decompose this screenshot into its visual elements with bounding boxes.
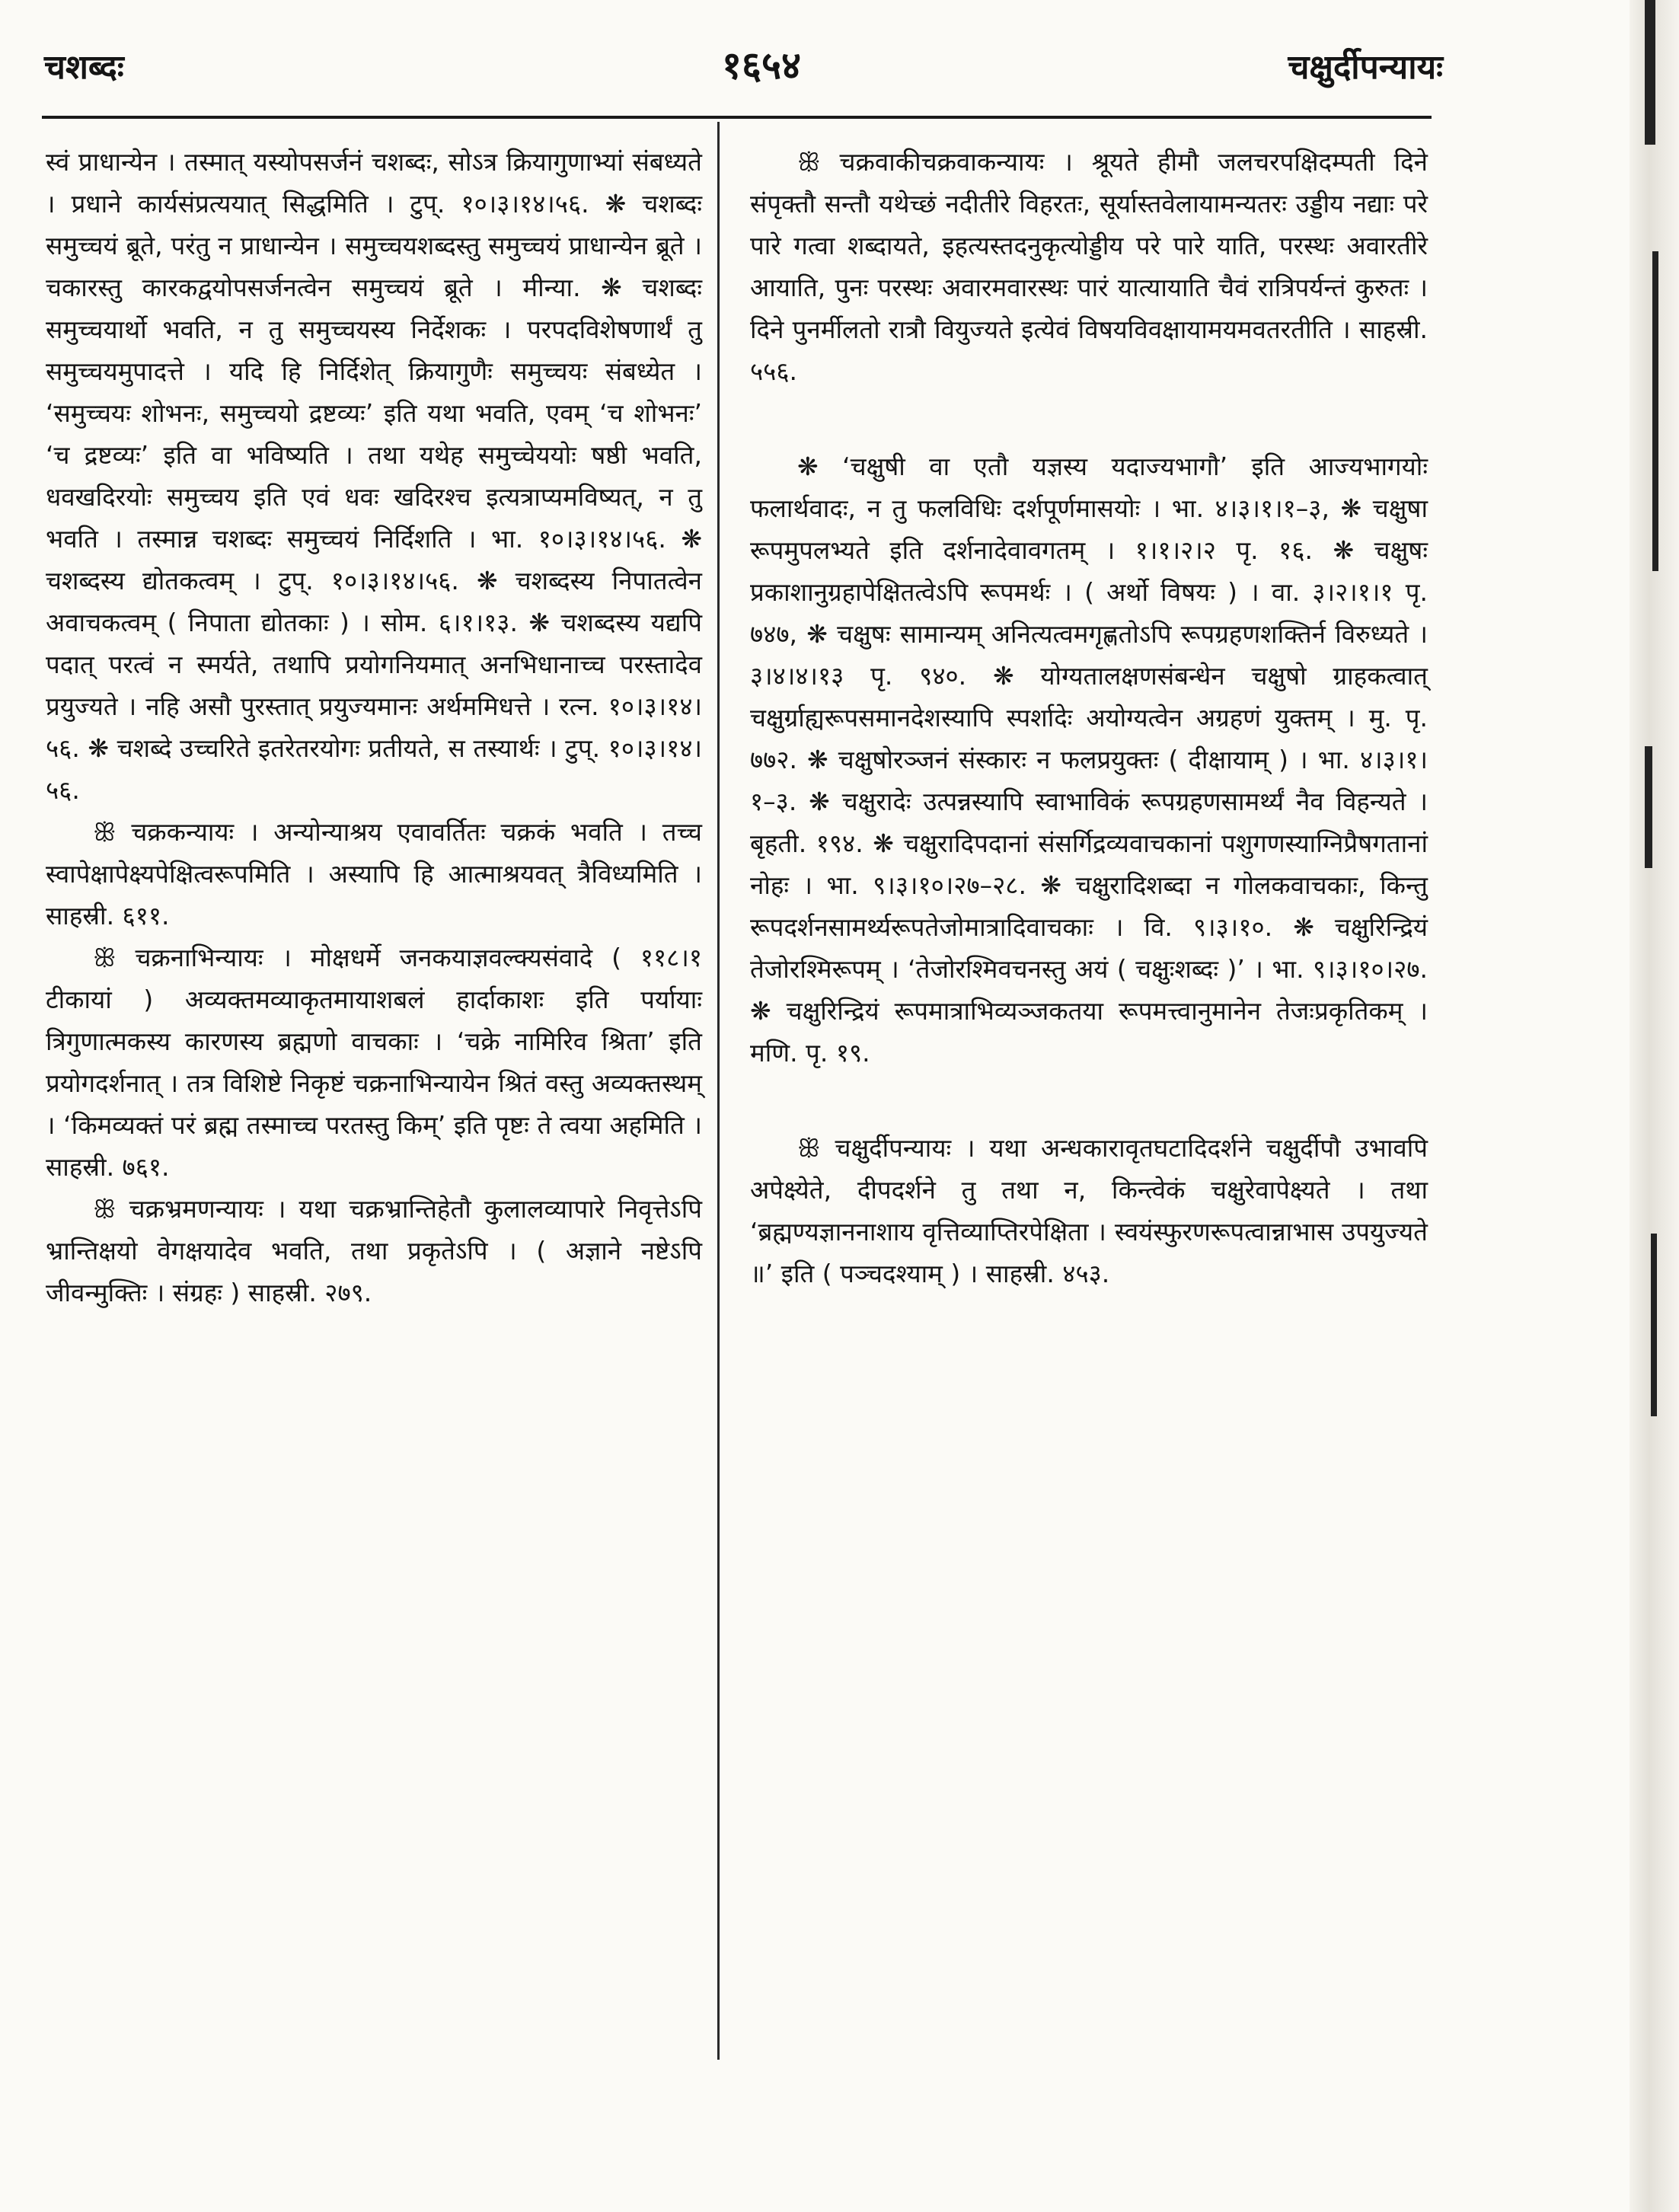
right-column: [750, 141, 1428, 1294]
scan-binding-mark: [1645, 0, 1655, 145]
spacer: [750, 1074, 1428, 1127]
page-header: [0, 0, 1679, 99]
page-number: १६५४: [722, 43, 801, 88]
running-head-right: चक्षुर्दीपन्यायः: [1288, 48, 1443, 87]
left-column: [46, 141, 702, 1313]
spacer: [750, 392, 1428, 445]
entry-chakrabhramana-nyaya: ꕥ चक्रभ्रमणन्यायः । यथा चक्रभ्रान्तिहेतौ कुलालव्यापारे निवृत्तेऽपि भ्रान्तिक्षयो वेगक्षयादेव भवति, तथा प्रकृतेऽपि । ( अज्ञाने नष्टेऽपि जीवन्मुक्तिः । संग्रहः ) साहस्री. २७९.: [46, 1194, 702, 1307]
column-divider: [717, 122, 720, 2060]
scan-binding-mark: [1652, 251, 1658, 571]
entry-chakranabhi-nyaya: ꕥ चक्रनाभिन्यायः । मोक्षधर्मे जनकयाज्ञवल्क्यसंवादे ( ११८।१ टीकायां ) अव्यक्तमव्याकृतमायाशबलं हार्दाकाशः इति पर्यायाः त्रिगुणात्मकस्य कारणस्य ब्रह्मणो वाचकाः । ‘चक्रे नामिरिव श्रिता’ इति प्रयोगदर्शनात् । तत्र विशिष्टे निकृष्टं चक्रनाभिन्यायेन श्रितं वस्तु अव्यक्तस्थम् । ‘किमव्यक्तं परं ब्रह्म तस्माच्च परतस्तु किम्’ इति पृष्टः ते त्वया अहमिति । साहस्री. ७६१.: [46, 943, 702, 1182]
running-head-left: चशब्दः: [44, 48, 124, 87]
entry-chashabda-continued: स्वं प्राधान्येन । तस्मात् यस्योपसर्जनं चशब्दः, सोऽत्र क्रियागुणाभ्यां संबध्यते । प्रधाने कार्यसंप्रत्ययात् सिद्धमिति । टुप्. १०।३।१४।५६. ❋ चशब्दः समुच्चयं ब्रूते, परंतु न प्राधान्येन । समुच्चयशब्दस्तु समुच्चयं प्राधान्येन ब्रूते । चकारस्तु कारकद्वयोपसर्जनत्वेन समुच्चयं ब्रूते । मीन्या. ❋ चशब्दः समुच्चयार्थो भवति, न तु समुच्चयस्य निर्देशकः । परपदविशेषणार्थं तु समुच्चयमुपादत्ते । यदि हि निर्दिशेत् क्रियागुणैः समुच्चयः संबध्येत । ‘समुच्चयः शोभनः, समुच्चयो द्रष्टव्यः’ इति यथा भवति, एवम् ‘च शोभनः’ ‘च द्रष्टव्यः’ इति वा भविष्यति । तथा यथेह समुच्चेययोः षष्ठी भवति, धवखदिरयोः समुच्चय इति एवं धवः खदिरश्च इत्यत्राप्यमविष्यत्, न तु भवति । तस्मान्न चशब्दः समुच्चयं निर्दिशति । भा. १०।३।१४।५६. ❋ चशब्दस्य द्योतकत्वम् । टुप्. १०।३।१४।५६. ❋ चशब्दस्य निपातत्वेन अवाचकत्वम् ( निपाता द्योतकाः ) । सोम. ६।१।१३. ❋ चशब्दस्य यद्यपि पदात् परत्वं न स्मर्यते, तथापि प्रयोगनियमात् अनभिधानाच्च परस्तादेव प्रयुज्यते । नहि असौ पुरस्तात् प्रयुज्यमानः अर्थममिधत्ते । रत्न. १०।३।१४।५६. ❋ चशब्दे उच्चरिते इतरेतरयोगः प्रतीयते, स तस्यार्थः । टुप्. १०।३।१४।५६.: [46, 147, 702, 805]
entry-chakshurdipa-nyaya: ꕥ चक्षुर्दीपन्यायः । यथा अन्धकारावृतघटादिदर्शने चक्षुर्दीपौ उभावपि अपेक्ष्येते, दीपदर्शने तु तथा न, किन्त्वेकं चक्षुरेवापेक्ष्यते । तथा ‘ब्रह्मण्यज्ञाननाशाय वृत्तिव्याप्तिरपेक्षिता । स्वयंस्फुरणरूपत्वान्नाभास उपयुज्यते ॥’ इति ( पञ्चदश्याम् ) । साहस्री. ४५३.: [750, 1133, 1428, 1288]
entry-chakraka-nyaya: ꕥ चक्रकन्यायः । अन्योन्याश्रय एवावर्तितः चक्रकं भवति । तच्च स्वापेक्षापेक्ष्यपेक्षित्वरूपमिति । अस्यापि हि आत्माश्रयवत् त्रैविध्यमिति । साहस्री. ६११.: [46, 817, 702, 930]
scan-binding-mark: [1651, 1234, 1657, 1416]
scan-binding-mark: [1645, 746, 1652, 868]
entry-chakravaki-nyaya: ꕥ चक्रवाकीचक्रवाकन्यायः । श्रूयते हीमौ जलचरपक्षिदम्पती दिने संपृक्तौ सन्तौ यथेच्छं नदीतीरे विहरतः, सूर्यास्तवेलायामन्यतरः उड्डीय नद्याः परे पारे गत्वा शब्दायते, इहत्यस्तदनुकृत्योड्डीय परे पारे याति, परस्थः अवारतीरे आयाति, पुनः परस्थः अवारमवारस्थः पारं यात्यायाति चैवं रात्रिपर्यन्तं कुरुतः । दिने पुनर्मीलतो रात्रौ वियुज्यते इत्येवं विषयविवक्षायामयमवतरतीति । साहस्री. ५५६.: [750, 147, 1428, 386]
entry-chakshu: ❋ ‘चक्षुषी वा एतौ यज्ञस्य यदाज्यभागौ’ इति आज्यभागयोः फलार्थवादः, न तु फलविधिः दर्शपूर्णमासयोः । भा. ४।३।१।१–३, ❋ चक्षुषा रूपमुपलभ्यते इति दर्शनादेवावगतम् । १।१।२।२ पृ. १६. ❋ चक्षुषः प्रकाशानुग्रहापेक्षितत्वेऽपि रूपमर्थः । ( अर्थो विषयः ) । वा. ३।२।१।१ पृ. ७४७, ❋ चक्षुषः सामान्यम् अनित्यत्वमगृह्णतोऽपि रूपग्रहणशक्तिर्न विरुध्यते । ३।४।४।१३ पृ. ९४०. ❋ योग्यतालक्षणसंबन्धेन चक्षुषो ग्राहकत्वात् चक्षुर्ग्राह्यरूपसमानदेशस्यापि स्पर्शादेः अयोग्यत्वेन अग्रहणं युक्तम् । मु. पृ. ७७२. ❋ चक्षुषोरञ्जनं संस्कारः न फलप्रयुक्तः ( दीक्षायाम् ) । भा. ४।३।१।१–३. ❋ चक्षुरादेः उत्पन्नस्यापि स्वाभाविकं रूपग्रहणसामर्थ्यं नैव विहन्यते । बृहती. १९४. ❋ चक्षुरादिपदानां संसर्गिद्रव्यवाचकानां पशुगणस्याग्निप्रैषगतानां नोहः । भा. ९।३।१०।२७–२८. ❋ चक्षुरादिशब्दा न गोलकवाचकाः, किन्तु रूपदर्शनसामर्थ्यरूपतेजोमात्रादिवाचकाः । वि. ९।३।१०. ❋ चक्षुरिन्द्रियं तेजोरश्मिरूपम् । ‘तेजोरश्मिवचनस्तु अयं ( चक्षुःशब्दः )’ । भा. ९।३।१०।२७. ❋ चक्षुरिन्द्रियं रूपमात्राभिव्यञ्जकतया रूपमत्त्वानुमानेन तेजःप्रकृतिकम् । मणि. पृ. १९.: [750, 452, 1428, 1068]
header-rule: [42, 116, 1432, 119]
